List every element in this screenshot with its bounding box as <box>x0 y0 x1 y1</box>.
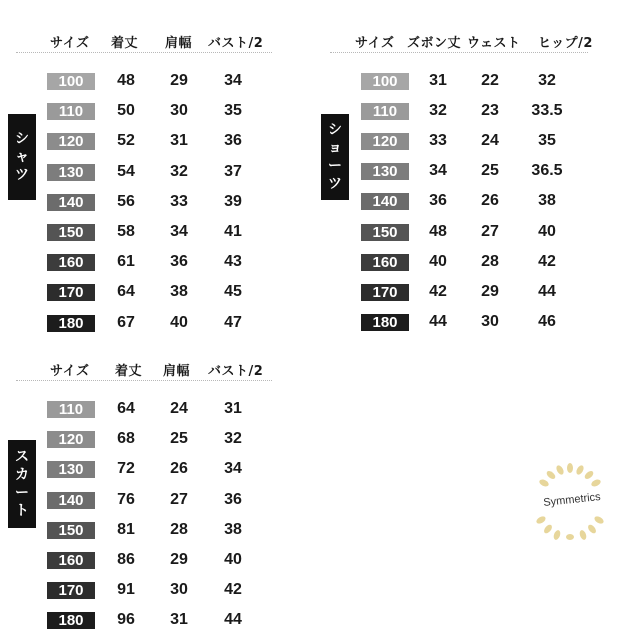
measurement-cell: 31 <box>170 132 188 150</box>
measurement-cell: 22 <box>481 72 499 89</box>
measurement-cell: 48 <box>117 72 135 89</box>
size-badge: 110 <box>361 103 409 120</box>
measurement-cell: 34 <box>224 72 242 89</box>
measurement-cell: 58 <box>117 223 135 240</box>
shirt-header-length: 着丈 <box>111 36 139 51</box>
size-badge: 130 <box>47 164 95 181</box>
side-label-char: シ <box>328 122 342 138</box>
measurement-cell: 41 <box>224 223 242 240</box>
measurement-cell: 38 <box>224 520 242 538</box>
measurement-cell: 29 <box>170 551 188 568</box>
shirt-header-bust: バスト/2 <box>208 36 264 51</box>
shorts-side-label <box>321 114 349 200</box>
shorts-header-hip: ヒップ/2 <box>538 36 593 51</box>
measurement-cell: 36 <box>224 132 242 150</box>
measurement-cell: 68 <box>117 430 135 448</box>
measurement-cell: 42 <box>538 252 556 270</box>
side-label-char: カ <box>15 467 29 483</box>
size-badge: 100 <box>47 73 95 90</box>
size-badge: 150 <box>361 224 409 241</box>
measurement-cell: 34 <box>224 460 242 478</box>
measurement-cell: 35 <box>538 132 556 150</box>
size-badge: 120 <box>47 431 95 448</box>
measurement-cell: 76 <box>117 490 135 508</box>
measurement-cell: 28 <box>170 520 188 538</box>
side-label-char: ー <box>15 485 29 501</box>
measurement-cell: 28 <box>481 252 499 270</box>
measurement-cell: 50 <box>117 102 135 120</box>
measurement-cell: 52 <box>117 132 135 150</box>
measurement-cell: 56 <box>117 192 135 210</box>
shirt-side-label <box>8 114 36 200</box>
size-badge: 150 <box>47 224 95 241</box>
measurement-cell: 29 <box>170 72 188 89</box>
measurement-cell: 25 <box>170 430 188 448</box>
skirt-header-size: サイズ <box>50 364 90 379</box>
size-badge: 180 <box>47 315 95 332</box>
side-label-char: ャ <box>15 149 29 165</box>
measurement-cell: 32 <box>170 162 188 180</box>
measurement-cell: 27 <box>170 490 188 508</box>
size-badge: 140 <box>47 194 95 211</box>
size-badge: 130 <box>361 163 409 180</box>
size-badge: 170 <box>361 284 409 301</box>
size-badge: 160 <box>47 552 95 569</box>
skirt-header-length: 着丈 <box>115 364 143 379</box>
shorts-header-waist: ウェスト <box>467 36 521 51</box>
measurement-cell: 61 <box>117 253 135 271</box>
size-badge: 110 <box>47 401 95 418</box>
measurement-cell: 39 <box>224 192 242 210</box>
side-label-char: ー <box>328 158 342 174</box>
measurement-cell: 32 <box>538 72 556 89</box>
measurement-cell: 37 <box>224 162 242 180</box>
size-badge: 100 <box>361 73 409 90</box>
measurement-cell: 31 <box>429 72 447 89</box>
measurement-cell: 40 <box>538 222 556 240</box>
measurement-cell: 96 <box>117 611 135 629</box>
side-label-char: ト <box>15 503 29 519</box>
measurement-cell: 32 <box>429 102 447 120</box>
size-badge: 140 <box>47 492 95 509</box>
measurement-cell: 34 <box>429 162 447 180</box>
size-badge: 120 <box>361 133 409 150</box>
size-badge: 150 <box>47 522 95 539</box>
side-label-char: ツ <box>15 167 29 183</box>
measurement-cell: 48 <box>429 222 447 240</box>
size-badge: 140 <box>361 193 409 210</box>
side-label-char: ス <box>15 449 29 465</box>
shorts-header-size: サイズ <box>355 36 395 51</box>
measurement-cell: 23 <box>481 102 499 120</box>
shorts-header-divider <box>330 52 588 53</box>
measurement-cell: 38 <box>170 283 188 301</box>
measurement-cell: 24 <box>481 132 499 150</box>
measurement-cell: 47 <box>224 313 242 331</box>
measurement-cell: 67 <box>117 313 135 331</box>
measurement-cell: 30 <box>170 102 188 120</box>
measurement-cell: 31 <box>170 611 188 629</box>
measurement-cell: 64 <box>117 283 135 301</box>
size-badge: 180 <box>47 612 95 629</box>
skirt-side-label <box>8 440 36 528</box>
shirt-header-size: サイズ <box>50 36 90 51</box>
measurement-cell: 42 <box>224 581 242 599</box>
measurement-cell: 36 <box>170 253 188 271</box>
measurement-cell: 33.5 <box>531 102 563 120</box>
measurement-cell: 33 <box>429 132 447 150</box>
size-badge: 160 <box>47 254 95 271</box>
size-badge: 130 <box>47 461 95 478</box>
measurement-cell: 24 <box>170 400 188 417</box>
measurement-cell: 38 <box>538 192 556 210</box>
skirt-header-shoulder: 肩幅 <box>163 364 191 379</box>
measurement-cell: 81 <box>117 520 135 538</box>
measurement-cell: 26 <box>481 192 499 210</box>
measurement-cell: 30 <box>481 312 499 330</box>
size-badge: 170 <box>47 284 95 301</box>
shorts-header-length: ズボン丈 <box>407 36 462 51</box>
shirt-header-shoulder: 肩幅 <box>165 36 193 51</box>
skirt-header-bust: バスト/2 <box>208 364 264 379</box>
laurel-wreath-logo <box>532 462 608 542</box>
measurement-cell: 72 <box>117 460 135 478</box>
side-label-char: シ <box>15 131 29 147</box>
size-badge: 180 <box>361 314 409 331</box>
measurement-cell: 44 <box>429 312 447 330</box>
measurement-cell: 31 <box>224 400 242 417</box>
measurement-cell: 25 <box>481 162 499 180</box>
shirt-header-divider <box>16 52 272 53</box>
skirt-header-divider <box>16 380 272 381</box>
measurement-cell: 30 <box>170 581 188 599</box>
measurement-cell: 43 <box>224 253 242 271</box>
measurement-cell: 91 <box>117 581 135 599</box>
measurement-cell: 36.5 <box>531 162 563 180</box>
side-label-char: ョ <box>328 140 342 156</box>
measurement-cell: 34 <box>170 223 188 240</box>
side-label-char: ツ <box>328 176 342 192</box>
measurement-cell: 44 <box>224 611 242 629</box>
measurement-cell: 40 <box>224 551 242 568</box>
measurement-cell: 45 <box>224 283 242 301</box>
measurement-cell: 86 <box>117 551 135 568</box>
measurement-cell: 33 <box>170 192 188 210</box>
measurement-cell: 46 <box>538 312 556 330</box>
size-badge: 120 <box>47 133 95 150</box>
logo-text: Symmetrics <box>542 491 602 509</box>
measurement-cell: 29 <box>481 282 499 300</box>
measurement-cell: 40 <box>170 313 188 331</box>
measurement-cell: 36 <box>224 490 242 508</box>
measurement-cell: 44 <box>538 282 556 300</box>
measurement-cell: 42 <box>429 282 447 300</box>
measurement-cell: 64 <box>117 400 135 417</box>
measurement-cell: 36 <box>429 192 447 210</box>
measurement-cell: 32 <box>224 430 242 448</box>
measurement-cell: 27 <box>481 222 499 240</box>
measurement-cell: 26 <box>170 460 188 478</box>
size-badge: 160 <box>361 254 409 271</box>
measurement-cell: 54 <box>117 162 135 180</box>
measurement-cell: 35 <box>224 102 242 120</box>
size-badge: 170 <box>47 582 95 599</box>
size-badge: 110 <box>47 103 95 120</box>
measurement-cell: 40 <box>429 252 447 270</box>
